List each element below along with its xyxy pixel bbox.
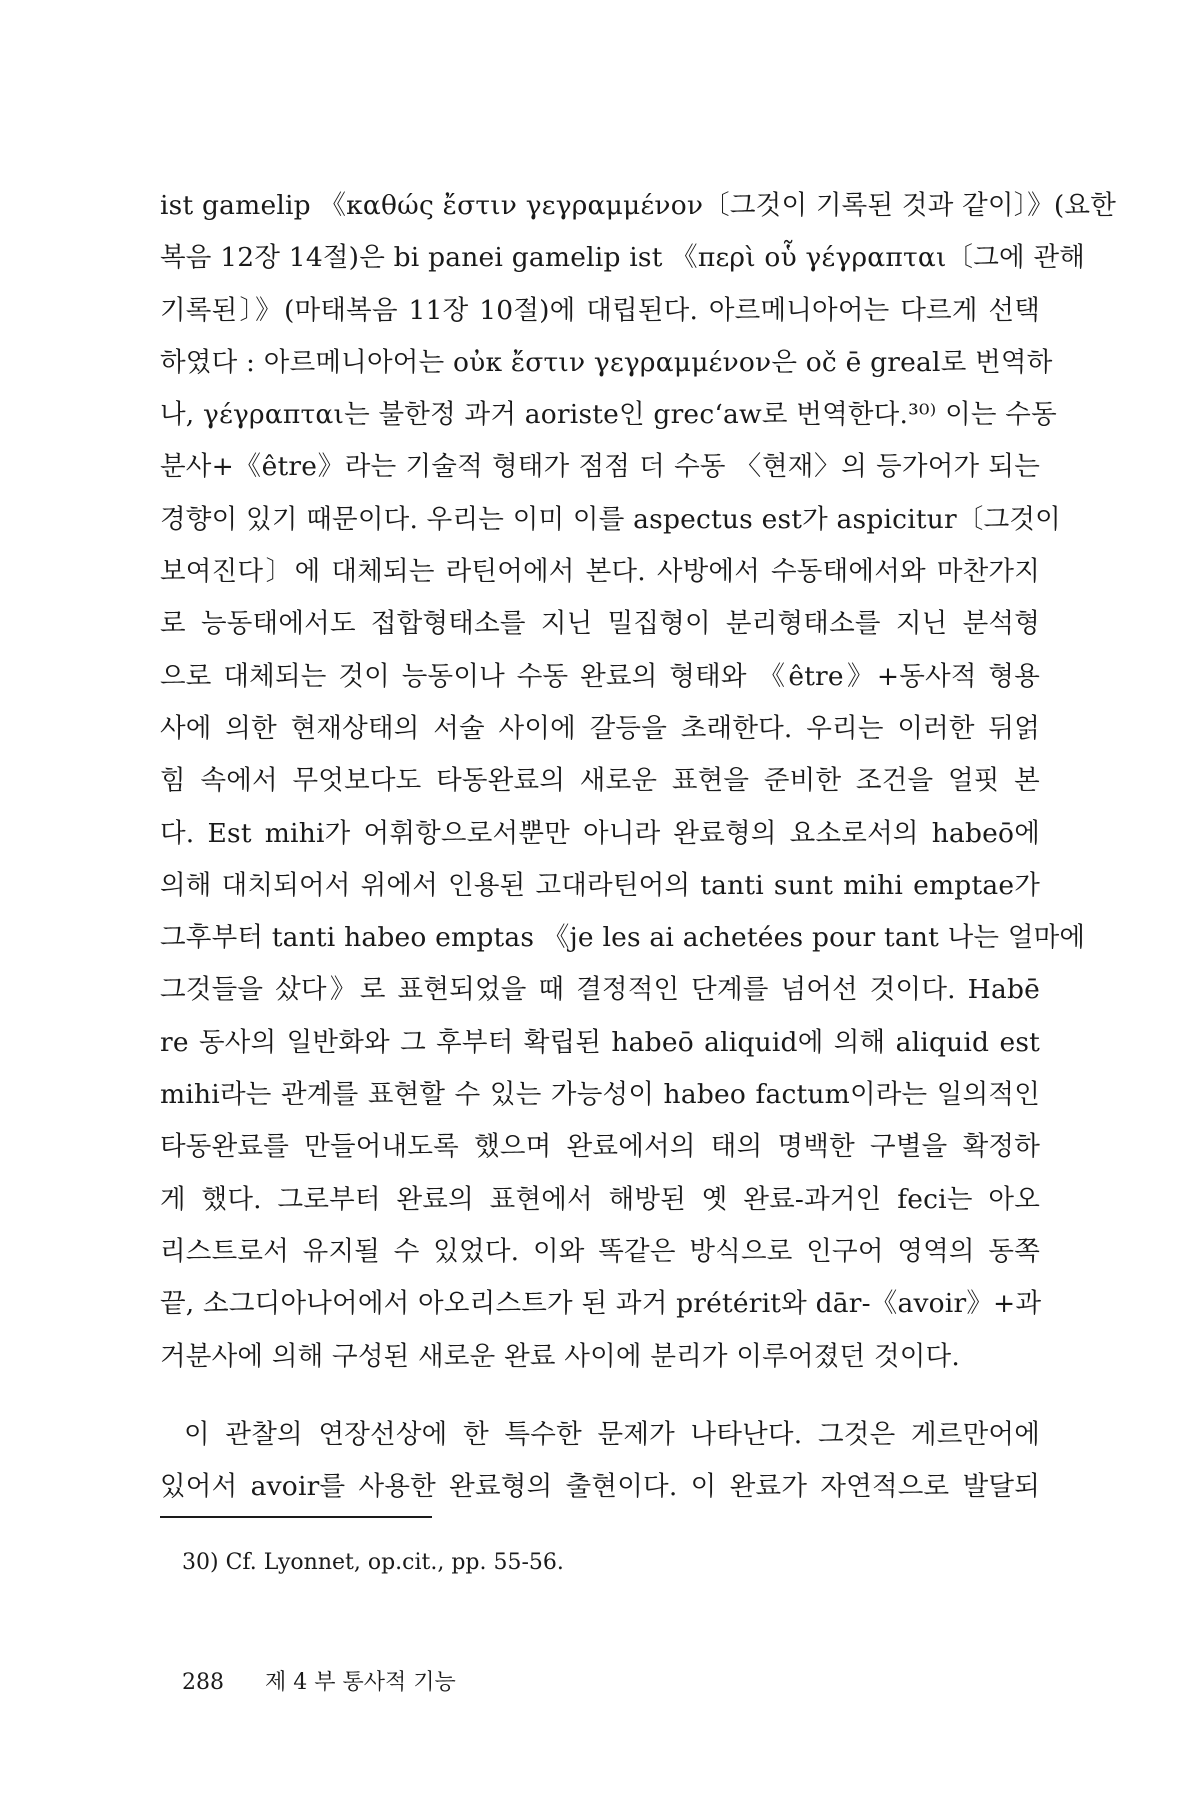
- text-line: 분사+《être》라는 기술적 형태가 점점 더 수동 〈현재〉의 등가어가 되는: [160, 451, 1040, 483]
- page-footer: [182, 1668, 456, 1698]
- text-line: 으로 대체되는 것이 능동이나 수동 완료의 형태와 《être》+동사적 형용: [160, 660, 1040, 692]
- text-line: 하였다 : 아르메니아어는 οὐκ ἔστιν γεγραμμένον은 oč ē greal로 번역하: [160, 346, 1053, 378]
- text-line: 거분사에 의해 구성된 새로운 완료 사이에 분리가 이루어졌던 것이다.: [160, 1340, 960, 1372]
- running-title: 제 4 부 통사적 기능: [265, 1670, 456, 1695]
- footnote: 30) Cf. Lyonnet, op.cit., pp. 55-56.: [182, 1550, 564, 1575]
- text-line: 끝, 소그디아나어에서 아오리스트가 된 과거 prétérit와 dār-《avoir》+과: [160, 1288, 1042, 1320]
- text-line: 경향이 있기 때문이다. 우리는 이미 이를 aspectus est가 aspicitur〔그것이: [160, 503, 1061, 535]
- paragraph-1: [160, 180, 1117, 1383]
- text-line: 로 능동태에서도 접합형태소를 지닌 밀집형이 분리형태소를 지닌 분석형: [160, 608, 1040, 640]
- text-line: 그것들을 샀다》로 표현되었을 때 결정적인 단계를 넘어선 것이다. Habē: [160, 974, 1040, 1006]
- footnote-separator: [160, 1516, 432, 1518]
- text-line: 사에 의한 현재상태의 서술 사이에 갈등을 초래한다. 우리는 이러한 뒤얽: [160, 712, 1041, 744]
- text-line: mihi라는 관계를 표현할 수 있는 가능성이 habeo factum이라는 일의적인: [160, 1079, 1040, 1111]
- text-line: 리스트로서 유지될 수 있었다. 이와 똑같은 방식으로 인구어 영역의 동쪽: [160, 1235, 1041, 1267]
- text-line: 있어서 avoir를 사용한 완료형의 출현이다. 이 완료가 자연적으로 발달되: [160, 1471, 1040, 1503]
- text-line: 나, γέγραπται는 불한정 과거 aoriste인 grecʻaw로 번역한다.³⁰⁾ 이는 수동: [160, 399, 1057, 431]
- text-line: ist gamelip 《καθώς ἔστιν γεγραμμένον〔그것이 기록된 것과 같이〕》(요한: [160, 190, 1117, 221]
- text-line: 게 했다. 그로부터 완료의 표현에서 해방된 옛 완료-과거인 feci는 아오: [160, 1183, 1040, 1215]
- body-text: [160, 180, 1117, 1513]
- text-line: re 동사의 일반화와 그 후부터 확립된 habeō aliquid에 의해 aliquid est: [160, 1026, 1040, 1058]
- page-number: 288: [182, 1670, 224, 1695]
- text-line: 다. Est mihi가 어휘항으로서뿐만 아니라 완료형의 요소로서의 habeō에: [160, 817, 1040, 849]
- text-line: 이 관찰의 연장선상에 한 특수한 문제가 나타난다. 그것은 게르만어에: [184, 1418, 1040, 1450]
- text-line: 그후부터 tanti habeo emptas 《je les ai achetées pour tant 나는 얼마에: [160, 922, 1086, 954]
- text-line: 힘 속에서 무엇보다도 타동완료의 새로운 표현을 준비한 조건을 얼핏 본: [160, 765, 1040, 797]
- text-line: 보여진다〕에 대체되는 라틴어에서 본다. 사방에서 수동태에서와 마찬가지: [160, 556, 1040, 588]
- text-line: 기록된〕》(마태복음 11장 10절)에 대립된다. 아르메니아어는 다르게 선택: [160, 294, 1040, 326]
- text-line: 의해 대치되어서 위에서 인용된 고대라틴어의 tanti sunt mihi emptae가: [160, 869, 1040, 901]
- paragraph-2: [160, 1409, 1040, 1514]
- text-line: 복음 12장 14절)은 bi panei gamelip ist 《περὶ οὗ γέγραπται〔그에 관해: [160, 242, 1086, 274]
- text-line: 타동완료를 만들어내도록 했으며 완료에서의 태의 명백한 구별을 확정하: [160, 1131, 1040, 1163]
